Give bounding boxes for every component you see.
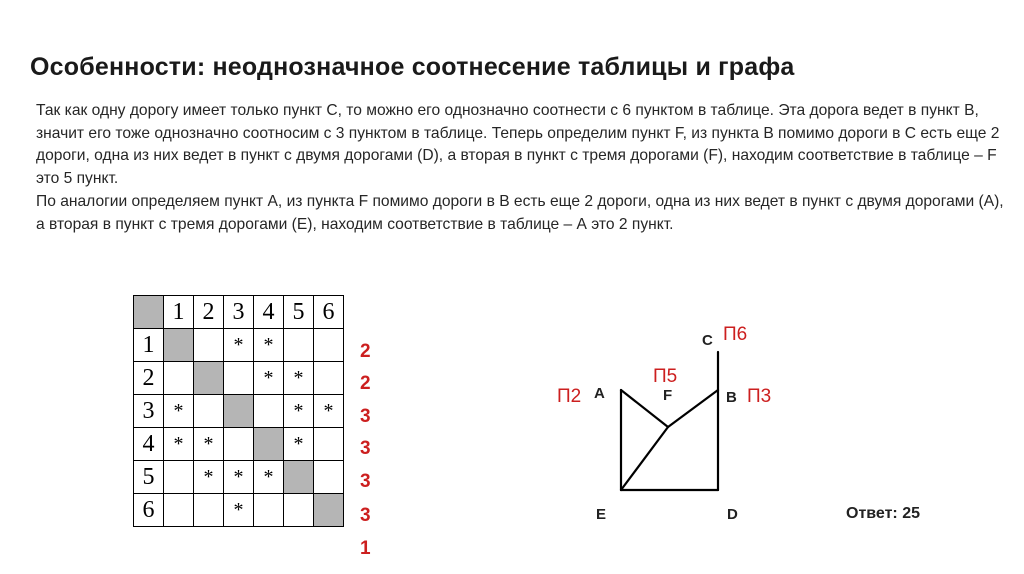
- column-header: 1: [164, 296, 194, 329]
- row-header: 4: [134, 428, 164, 461]
- node-label: D: [727, 506, 738, 523]
- node-label: F: [663, 387, 673, 404]
- table-cell: *: [314, 395, 344, 428]
- row-header: 1: [134, 329, 164, 362]
- table-cell: [224, 428, 254, 461]
- table-cell: *: [164, 428, 194, 461]
- table-cell: [284, 329, 314, 362]
- row-road-count: 3: [360, 438, 371, 459]
- table-cell: [164, 329, 194, 362]
- paragraph: По аналогии определяем пункт А, из пункта F помимо дороги в В есть еще 2 дороги, одна из них ведет в пункт с двумя дорогами (А), а вторая в пункт с тремя дорогами (Е), находим соответствие в таблице – А это 2 пункт.: [36, 192, 1004, 233]
- edge-a-f: [621, 390, 668, 427]
- paragraph: Так как одну дорогу имеет только пункт С, то можно его однозначно соотнести с 6 пунктом в таблице. Эта дорога ведет в пункт В, значит его тоже однозначно соотносим с 3 пунктом в таблице. Теперь определим пункт F, из пункта В помимо дороги в С есть еще 2 дороги, одна из них ведет в пункт с двумя дорогами (D), а вторая в пункт с тремя дорогами (F), находим соответствие в таблице – F это 5 пункт.: [36, 102, 1000, 188]
- table-cell: [284, 461, 314, 494]
- table-row: [134, 494, 344, 527]
- column-header: 5: [284, 296, 314, 329]
- table-cell: [224, 395, 254, 428]
- explanation-text: [36, 100, 1011, 236]
- column-header: 6: [314, 296, 344, 329]
- page-title: Особенности: неоднозначное соотнесение таблицы и графа: [30, 53, 795, 81]
- column-header: 2: [194, 296, 224, 329]
- table-cell: [254, 428, 284, 461]
- table-cell: *: [224, 494, 254, 527]
- table-cell: *: [284, 428, 314, 461]
- table-cell: *: [284, 362, 314, 395]
- row-header: 3: [134, 395, 164, 428]
- table-cell: [314, 494, 344, 527]
- table-row: [134, 428, 344, 461]
- table-cell: *: [254, 329, 284, 362]
- table-cell: [224, 362, 254, 395]
- table-cell: [314, 362, 344, 395]
- row-road-count: 3: [360, 406, 371, 427]
- row-header: 5: [134, 461, 164, 494]
- table-row: [134, 395, 344, 428]
- point-label-f: П5: [653, 366, 678, 387]
- edge-f-b: [668, 390, 718, 427]
- row-header: 6: [134, 494, 164, 527]
- row-road-count: 3: [360, 471, 371, 492]
- edge-f-e: [621, 427, 668, 490]
- table-cell: *: [224, 461, 254, 494]
- table-cell: [254, 494, 284, 527]
- road-graph: [557, 310, 800, 530]
- column-header: 3: [224, 296, 254, 329]
- row-header: 2: [134, 362, 164, 395]
- row-road-count: 2: [360, 341, 371, 362]
- answer-text: Ответ: 25: [846, 505, 920, 522]
- table-cell: [194, 362, 224, 395]
- table-corner-cell: [134, 296, 164, 329]
- table-cell: *: [254, 461, 284, 494]
- point-label-c: П6: [723, 324, 748, 345]
- adjacency-table: [133, 295, 344, 527]
- table-cell: [164, 362, 194, 395]
- table-cell: *: [224, 329, 254, 362]
- table-row: [134, 329, 344, 362]
- table-cell: [314, 329, 344, 362]
- table-cell: [194, 494, 224, 527]
- table-cell: *: [164, 395, 194, 428]
- node-label: B: [726, 389, 737, 406]
- table-row: [134, 461, 344, 494]
- point-label-b: П3: [747, 386, 772, 407]
- table-header-row: [134, 296, 344, 329]
- table-cell: [254, 395, 284, 428]
- table-cell: [284, 494, 314, 527]
- row-road-count: 1: [360, 538, 371, 559]
- table-cell: [194, 395, 224, 428]
- table-cell: *: [194, 428, 224, 461]
- column-header: 4: [254, 296, 284, 329]
- table-cell: [194, 329, 224, 362]
- point-label-a: П2: [557, 386, 582, 407]
- row-road-count: 3: [360, 505, 371, 526]
- table-cell: *: [284, 395, 314, 428]
- node-label: E: [596, 506, 607, 523]
- table-cell: [164, 494, 194, 527]
- node-label: A: [594, 385, 605, 402]
- table-cell: [314, 428, 344, 461]
- table-cell: [314, 461, 344, 494]
- table-cell: *: [194, 461, 224, 494]
- row-road-count: 2: [360, 373, 371, 394]
- table-row: [134, 362, 344, 395]
- node-label: C: [702, 332, 713, 349]
- table-cell: [164, 461, 194, 494]
- table-cell: *: [254, 362, 284, 395]
